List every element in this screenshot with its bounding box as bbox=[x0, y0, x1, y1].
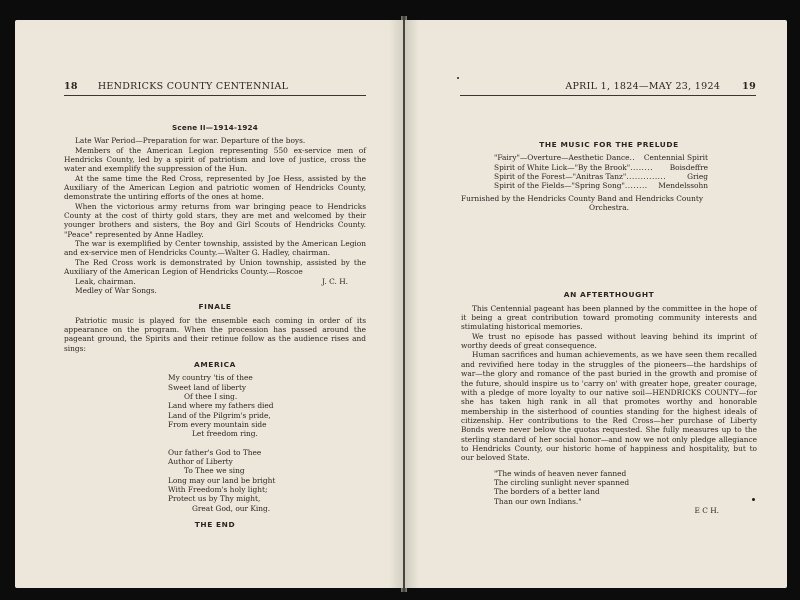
paragraph: Late War Period—Preparation for war. Departure of the boys. bbox=[75, 136, 306, 146]
paragraph: The Red Cross work is demonstrated by Union township, assisted by the Auxiliary of the American Legion of Hendricks County.—Roscoe bbox=[64, 257, 366, 277]
paragraph: This Centennial pageant has been planned by the committee in the hope of it being a great contribution toward promoting community interests and stimulating historical memories. bbox=[461, 303, 757, 332]
poem-line: With Freedom's holy light; bbox=[168, 485, 268, 495]
the-end-heading: THE END bbox=[194, 520, 236, 530]
poem-line: Sweet land of liberty bbox=[168, 382, 247, 392]
music-item: Spirit of the Fields—"Spring Song" ........ Mendelssohn bbox=[494, 181, 708, 191]
afterthought-heading: AN AFTERTHOUGHT bbox=[563, 290, 655, 300]
quote-line: The circling sunlight never spanned bbox=[494, 477, 630, 487]
signature: J. C. H. bbox=[322, 276, 348, 286]
right-page bbox=[405, 20, 787, 588]
signature: E C H. bbox=[694, 505, 719, 515]
page-number: 18 bbox=[64, 81, 78, 92]
poem-line: Author of Liberty bbox=[168, 457, 233, 466]
poem-america bbox=[64, 373, 366, 513]
page-number: 19 bbox=[742, 81, 756, 92]
america-heading: AMERICA bbox=[194, 359, 236, 369]
left-page bbox=[15, 20, 403, 588]
medley-line: Medley of War Songs. bbox=[75, 285, 157, 295]
scene-heading: Scene II—1914-1924 bbox=[172, 123, 258, 132]
quote-line: The borders of a better land bbox=[494, 487, 600, 497]
music-item: "Fairy"—Overture—Aesthetic Dance .. Centennial Spirit bbox=[494, 153, 708, 163]
poem-line: Great God, our King. bbox=[192, 503, 271, 513]
quote-line: "The winds of heaven never fanned bbox=[494, 468, 627, 478]
poem-line: Protect us by Thy might, bbox=[168, 494, 261, 504]
finale-paragraph: Patriotic music is played for the ensemble each coming in order of its appearance on the program. When the procession has passed around the pageant ground, the Spirits and their retinue follow as the audience rises and sings: bbox=[64, 315, 366, 353]
closing-quote bbox=[461, 469, 757, 506]
paragraph: Members of the American Legion representing 550 ex-service men of Hendricks County, led by a spirit of patriotism and love of justice, cross the water and exemplify the suppression of the Hun. bbox=[64, 145, 366, 174]
music-heading: THE MUSIC FOR THE PRELUDE bbox=[539, 140, 679, 149]
furnished-by-line: Furnished by the Hendricks County Band and Hendricks County bbox=[461, 193, 704, 203]
paragraph: We trust no episode has passed without leaving behind its imprint of worthy deeds of great consequence. bbox=[461, 331, 757, 351]
poem-line: Land where my fathers died bbox=[168, 401, 274, 411]
paper-speck bbox=[752, 498, 755, 501]
running-head-right bbox=[460, 81, 756, 96]
running-head-left bbox=[64, 81, 366, 96]
poem-line: Of thee I sing. bbox=[184, 391, 238, 401]
running-head-title: HENDRICKS COUNTY CENTENNIAL bbox=[97, 81, 289, 92]
music-item: Spirit of the Forest—"Anitras Tanz" .............. Grieg bbox=[494, 172, 708, 182]
paragraph: Human sacrifices and human achievements, as we have seen them recalled and revivified here today in the struggles of the pioneers—the hardships of war—the glory and romance of the past buried in the growth and promise of the future, should inspire us to 'carry on' with greater hope, greater courage, with a pledge of more loyalty to our native soil—HENDRICKS COUNTY—for she has taken high rank in all that promotes worthy and honorable membership in the sisterhood of counties standing for the highest ideals of citizenship. Her contributions to the Red Cross—her purchase of Liberty Bonds were never below the quotas requested. She fully measures up to the sterling standard of her social honor—and now we not only pledge allegiance to Hendricks County, our historic home of happiness and hospitality, but to our beloved State. bbox=[461, 350, 757, 463]
running-head-dates: APRIL 1, 1824—MAY 23, 1924 bbox=[565, 81, 721, 92]
paragraph: The war is exemplified by Center township, assisted by the American Legion and ex-service men of Hendricks County.—Walter G. Hadley, chairman. bbox=[64, 239, 366, 258]
poem-line: Our father's God to Thee bbox=[168, 447, 262, 457]
poem-line: To Thee we sing bbox=[184, 466, 245, 476]
paper-speck bbox=[457, 77, 459, 79]
poem-line: Let freedom ring. bbox=[192, 429, 258, 439]
right-text-column bbox=[461, 140, 757, 515]
poem-line: Land of the Pilgrim's pride, bbox=[168, 410, 271, 420]
chairman-line: Leak, chairman. bbox=[75, 276, 136, 286]
music-item: Spirit of White Lick—"By the Brook" ........ Boisdeffre bbox=[494, 162, 708, 172]
poem-line: Long may our land be bright bbox=[168, 475, 276, 485]
quote-line: Than our own Indians." bbox=[494, 496, 582, 506]
poem-line: My country 'tis of thee bbox=[168, 373, 253, 383]
paragraph: At the same time the Red Cross, represented by Joe Hess, assisted by the Auxiliary of the American Legion and patriotic women of Hendricks County, demonstrate the untiring efforts of the ones at home. bbox=[64, 173, 366, 202]
poem-line: From every mountain side bbox=[168, 419, 267, 429]
paragraph: When the victorious army returns from war bringing peace to Hendricks County at the cost of thirty gold stars, they are met and welcomed by their younger brothers and sisters, the Boy and Girl Scouts of Hendricks County. "Peace" represented by Anne Hadley. bbox=[64, 201, 366, 239]
finale-heading: FINALE bbox=[198, 302, 232, 312]
paragraph-closing-line bbox=[64, 277, 366, 286]
furnished-by-line: Orchestra. bbox=[589, 203, 629, 213]
left-text-column bbox=[64, 123, 366, 533]
music-program-list bbox=[461, 153, 757, 190]
